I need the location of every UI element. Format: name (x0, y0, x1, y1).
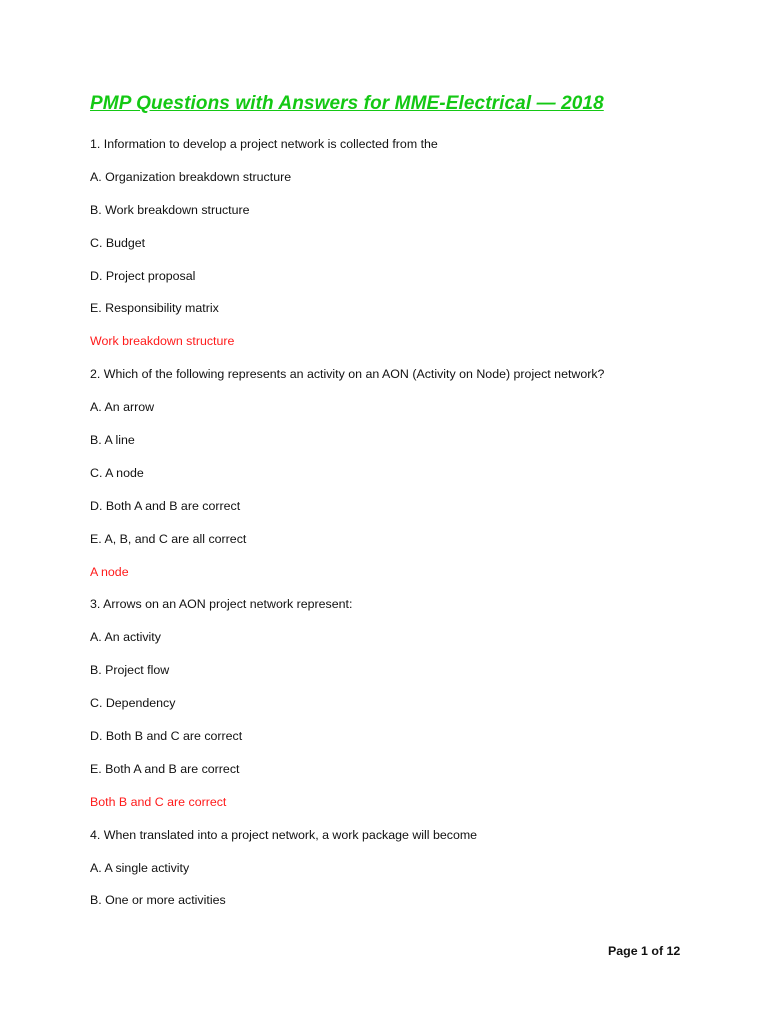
option-line: D. Both A and B are correct (90, 498, 241, 513)
option-line: E. Responsibility matrix (90, 301, 219, 316)
option-line: A. A single activity (90, 860, 190, 875)
option-line: B. Work breakdown structure (90, 202, 250, 217)
option-line: A. Organization breakdown structure (90, 169, 292, 184)
question-list (90, 136, 710, 925)
option-line: D. Both B and C are correct (90, 729, 243, 744)
option-line: D. Project proposal (90, 268, 196, 283)
option-line: B. Project flow (90, 663, 170, 678)
document-title: PMP Questions with Answers for MME-Electrical — 2018 (90, 93, 604, 114)
option-line: C. A node (90, 465, 144, 480)
option-line: B. A line (90, 433, 135, 448)
answer-line: A node (90, 564, 129, 579)
option-line: A. An arrow (90, 400, 155, 415)
option-line: A. An activity (90, 630, 161, 645)
question-line: 4. When translated into a project network, a work package will become (90, 827, 478, 842)
question-line: 3. Arrows on an AON project network represent: (90, 597, 353, 612)
option-line: E. Both A and B are correct (90, 761, 240, 776)
option-line: E. A, B, and C are all correct (90, 531, 247, 546)
page-number: Page 1 of 12 (608, 944, 681, 958)
answer-line: Both B and C are correct (90, 794, 227, 809)
option-line: C. Budget (90, 235, 146, 250)
question-line: 2. Which of the following represents an activity on an AON (Activity on Node) project network? (90, 367, 605, 382)
answer-line: Work breakdown structure (90, 334, 235, 349)
option-line: B. One or more activities (90, 893, 226, 908)
option-line: C. Dependency (90, 696, 176, 711)
question-line: 1. Information to develop a project network is collected from the (90, 137, 438, 151)
